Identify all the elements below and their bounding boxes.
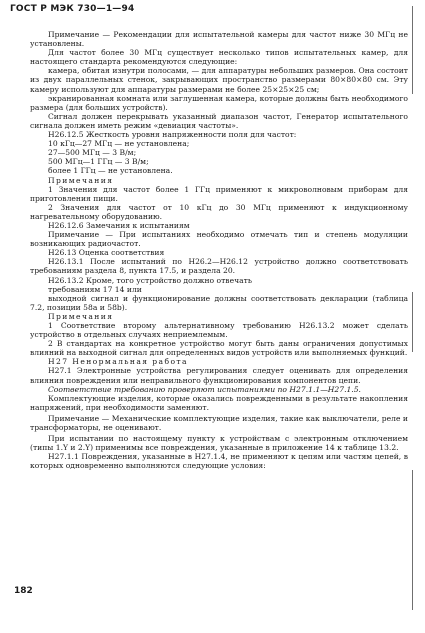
paragraph: При испытании по настоящему пункту к устройствам с электронным отключением (типы 1.Y и 2.Y) применимы все повреждения, указанные в приложение 14 к таблице 13.2. bbox=[30, 434, 408, 453]
paragraph: Комплектующие изделия, которые оказались поврежденными в результате накопления напряжений, при необходимости заменяют. bbox=[30, 393, 408, 412]
paragraph: экранированная комната или заглушенная камера, которые должны быть необходимого размера (для больших устройств). bbox=[30, 93, 408, 112]
paragraph: Сигнал должен перекрывать указанный диапазон частот, Генератор испытательного сигнала должен иметь режим «девиация частоты». bbox=[30, 111, 408, 130]
body-text bbox=[30, 30, 408, 471]
paragraph: 27—500 МГц — 3 В/м; bbox=[48, 148, 137, 158]
paragraph: Н26.13.2 Кроме, того устройство должно отвечать bbox=[48, 275, 252, 285]
paragraph: Примечание — Механические комплектующие изделия, такие как выключатели, реле и трансформаторы, не оценивают. bbox=[30, 413, 408, 433]
paragraph: Примечание — Рекомендации для испытательной камеры для частот ниже 30 МГц не установлены. bbox=[30, 30, 408, 49]
paragraph: Н26.12.6 Замечания к испытаниям bbox=[48, 220, 190, 230]
paragraph: Примечания bbox=[48, 311, 114, 321]
paragraph: камера, обитая изнутри полосами, — для аппаратуры небольших размеров. Она состоит из двух параллельных стенок, закрывающих пространство размерами 80×80×80 см. Эту камеру используют для аппаратуры размерами не более 25×25×25 см; bbox=[30, 66, 408, 94]
paragraph: Примечание — При испытаниях необходимо отмечать тип и степень модуляции возникающих радиочастот. bbox=[30, 230, 408, 249]
paragraph: 500 МГц—1 ГГц — 3 В/м; bbox=[48, 157, 149, 167]
paragraph: Для частот более 30 МГц существует несколько типов испытательных камер, для настоящего стандарта рекомендуются следующие: bbox=[30, 48, 408, 67]
paragraph: 10 кГц—27 МГц — не установлена; bbox=[48, 139, 190, 149]
paragraph: требованиям 17 14 или bbox=[48, 284, 142, 294]
paragraph: более 1 ГГц — не установлена. bbox=[48, 166, 173, 176]
scan-line bbox=[412, 470, 413, 610]
paragraph: Н27.1 Электронные устройства регулирования следует оценивать для определения влияния повреждения или неправильного функционирования компонентов цепи. bbox=[30, 366, 408, 385]
paragraph: Соответствие требованию проверяют испытаниями по Н27.1.1—Н27.1.5. bbox=[48, 384, 361, 394]
paragraph: Примечания bbox=[48, 175, 114, 185]
paragraph: Н27 Ненормальная работа bbox=[48, 357, 188, 367]
paragraph: 1 Соответствие второму альтернативному требованию Н26.13.2 может сделать устройство в отдельных случаях неприемлемым. bbox=[30, 321, 408, 340]
standard-header: ГОСТ Р МЭК 730—1—94 bbox=[10, 4, 135, 14]
paragraph: Н26.12.5 Жесткость уровня напряженности поля для частот: bbox=[48, 130, 297, 140]
scan-line bbox=[412, 6, 413, 94]
paragraph: Н26.13.1 После испытаний по Н26.2—Н26.12 устройство должно соответствовать требованиям раздела 8, пункта 17.5, и раздела 20. bbox=[30, 257, 408, 276]
paragraph: 2 В стандартах на конкретное устройство могут быть даны ограничения допустимых влияний на выходной сигнал для определенных видов устройств или выполняемых функций. bbox=[30, 339, 408, 358]
scan-line bbox=[412, 292, 413, 352]
page-number: 182 bbox=[14, 586, 33, 596]
paragraph: Н27.1.1 Повреждения, указанные в Н27.1.4, не применяют к цепям или частям цепей, в которых одновременно выполняются следующие условия: bbox=[30, 452, 408, 471]
paragraph: 2 Значения для частот от 10 кГц до 30 МГц применяют к индукционному нагревательному оборудованию. bbox=[30, 202, 408, 221]
paragraph: выходной сигнал и функционирование должны соответствовать декларации (таблица 7.2, позиции 58а и 58b). bbox=[30, 293, 408, 312]
paragraph: Н26.13 Оценка соответствия bbox=[48, 248, 165, 258]
paragraph: 1 Значения для частот более 1 ГГц применяют к микроволновым приборам для приготовления пищи. bbox=[30, 184, 408, 203]
